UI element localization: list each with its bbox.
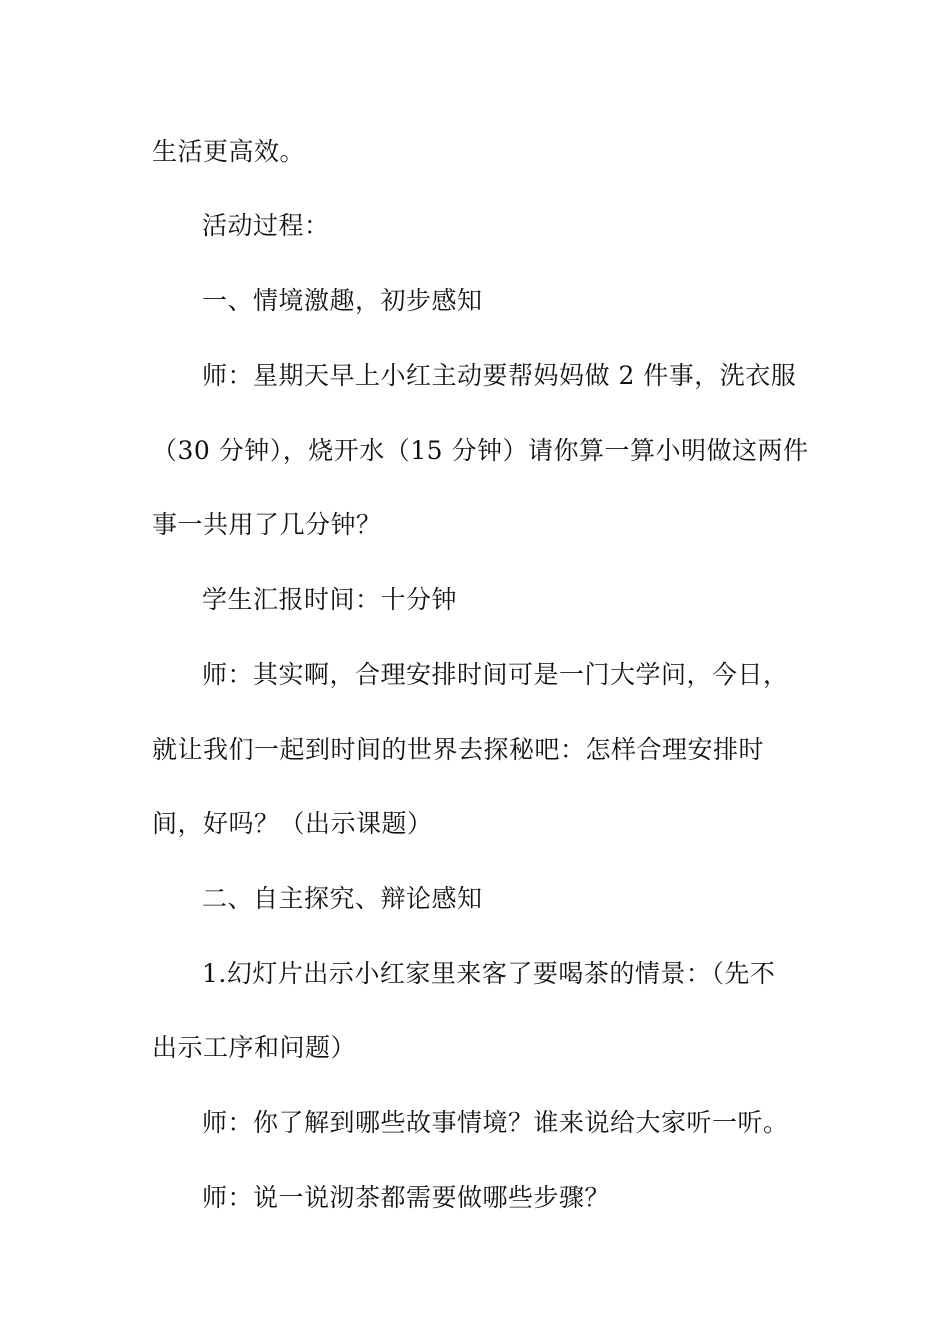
section-heading-activity-process: 活动过程：: [202, 211, 330, 240]
paragraph-line: 师：你了解到哪些故事情境？谁来说给大家听一听。: [202, 1108, 789, 1137]
paragraph-line: 事一共用了几分钟？: [152, 510, 382, 539]
paragraph-line: 师：其实啊，合理安排时间可是一门大学问，今日，: [202, 660, 789, 689]
paragraph-line: 就让我们一起到时间的世界去探秘吧：怎样合理安排时: [152, 735, 765, 764]
paragraph-line: 1.幻灯片出示小红家里来客了要喝茶的情景：（先不: [202, 959, 776, 988]
paragraph-line: 出示工序和问题）: [152, 1033, 357, 1062]
paragraph-line: （30 分钟），烧开水（15 分钟）请你算一算小明做这两件: [152, 436, 809, 465]
paragraph-line: 师：星期天早上小红主动要帮妈妈做 2 件事，洗衣服: [202, 361, 797, 390]
paragraph-line: 间，好吗？（出示课题）: [152, 809, 433, 838]
section-heading-two: 二、自主探究、辩论感知: [202, 884, 483, 913]
paragraph-line: 学生汇报时间：十分钟: [202, 585, 458, 614]
paragraph-line: 师：说一说沏茶都需要做哪些步骤？: [202, 1183, 611, 1212]
section-heading-one: 一、情境激趣，初步感知: [202, 286, 483, 315]
paragraph-continuation: 生活更高效。: [152, 137, 306, 166]
